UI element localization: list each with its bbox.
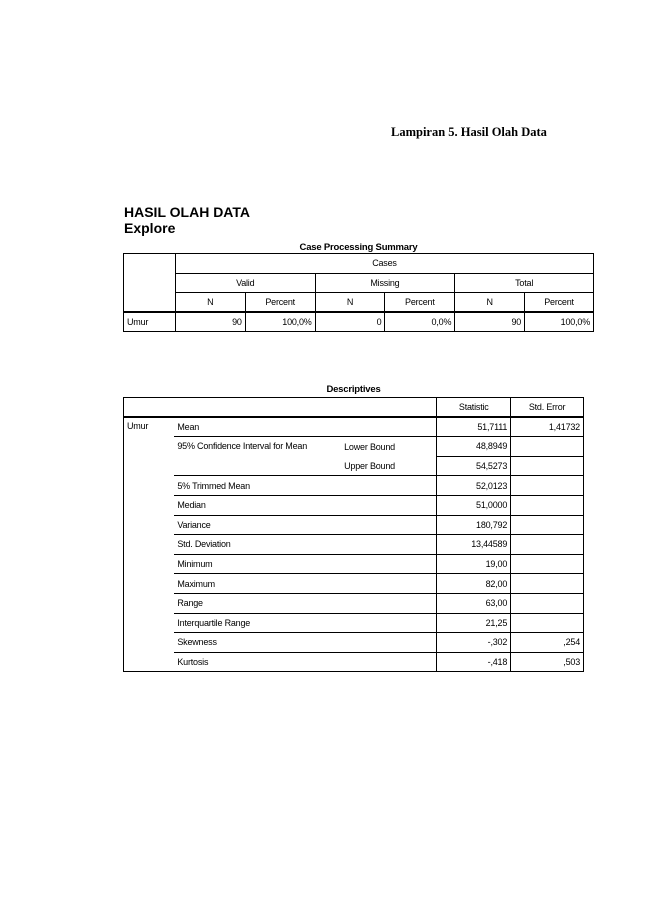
value-cell: 90 <box>175 312 245 332</box>
sub-header: Percent <box>245 293 315 313</box>
row-sublabel: Upper Bound <box>341 456 437 476</box>
statistic-cell: -,418 <box>437 652 511 672</box>
descriptives-corner <box>124 398 437 418</box>
table-row <box>124 417 584 437</box>
row-label: Variance <box>174 515 437 535</box>
std-error-cell <box>511 437 584 457</box>
table-row <box>124 613 584 633</box>
table-row <box>124 554 584 574</box>
statistic-cell: 51,7111 <box>437 417 511 437</box>
table-row <box>124 633 584 653</box>
variable-label: Umur <box>127 421 149 432</box>
row-label: 5% Trimmed Mean <box>174 476 437 496</box>
std-error-cell: ,254 <box>511 633 584 653</box>
sub-header: N <box>175 293 245 313</box>
std-error-cell <box>511 593 584 613</box>
group-header-missing: Missing <box>315 273 455 293</box>
value-cell: 0 <box>315 312 385 332</box>
value-cell: 100,0% <box>560 317 590 327</box>
case-processing-caption: Case Processing Summary <box>299 242 418 253</box>
statistic-cell: 180,792 <box>437 515 511 535</box>
table-row <box>124 574 584 594</box>
std-error-cell <box>511 495 584 515</box>
value-cell: 90 <box>455 312 525 332</box>
statistic-cell: 63,00 <box>437 593 511 613</box>
page-title: HASIL OLAH DATA <box>124 204 250 220</box>
row-label: Mean <box>174 417 437 437</box>
table-row <box>124 593 584 613</box>
sub-header: N <box>455 293 525 313</box>
std-error-cell: 1,41732 <box>511 417 584 437</box>
group-header-valid: Valid <box>175 273 315 293</box>
value-cell: 0,0% <box>385 312 455 332</box>
statistic-cell: 13,44589 <box>437 535 511 555</box>
table-row <box>124 535 584 555</box>
statistic-cell: 52,0123 <box>437 476 511 496</box>
descriptives-caption: Descriptives <box>326 384 381 395</box>
std-error-cell <box>511 574 584 594</box>
statistic-cell: 21,25 <box>437 613 511 633</box>
table-row <box>124 495 584 515</box>
statistic-cell: 54,5273 <box>437 456 511 476</box>
row-label: Range <box>174 593 437 613</box>
row-label: Maximum <box>174 574 437 594</box>
row-label: Minimum <box>174 554 437 574</box>
statistic-cell: 51,0000 <box>437 495 511 515</box>
descriptives-table <box>123 397 584 672</box>
row-sublabel: Lower Bound <box>341 437 437 457</box>
col-header-std-error: Std. Error <box>511 398 584 418</box>
case-processing-table <box>123 253 594 332</box>
row-label: Kurtosis <box>174 652 437 672</box>
row-label: Skewness <box>174 633 437 653</box>
cases-header: Cases <box>175 254 593 274</box>
statistic-cell: 82,00 <box>437 574 511 594</box>
table-row <box>124 437 584 457</box>
std-error-cell <box>511 515 584 535</box>
sub-header: N <box>315 293 385 313</box>
group-header-total: Total <box>455 273 594 293</box>
value-cell: 100,0% <box>245 312 315 332</box>
table-row <box>124 515 584 535</box>
row-label: Interquartile Range <box>174 613 437 633</box>
sub-header: Percent <box>385 293 455 313</box>
std-error-cell <box>511 476 584 496</box>
sub-header: Percent <box>525 293 594 313</box>
table-row <box>124 476 584 496</box>
table-row <box>124 652 584 672</box>
section-title: Explore <box>124 220 176 236</box>
std-error-cell <box>511 613 584 633</box>
row-label: 95% Confidence Interval for Mean <box>174 437 341 476</box>
row-label: Median <box>174 495 437 515</box>
row-label: Umur <box>127 317 149 327</box>
statistic-cell: 48,8949 <box>437 437 511 457</box>
std-error-cell <box>511 456 584 476</box>
statistic-cell: 19,00 <box>437 554 511 574</box>
row-label: Std. Deviation <box>174 535 437 555</box>
std-error-cell: ,503 <box>563 657 580 668</box>
appendix-heading: Lampiran 5. Hasil Olah Data <box>391 125 547 139</box>
col-header-statistic: Statistic <box>437 398 511 418</box>
std-error-cell <box>511 535 584 555</box>
corner-cell <box>124 254 176 313</box>
std-error-cell <box>511 554 584 574</box>
statistic-cell: -,302 <box>437 633 511 653</box>
